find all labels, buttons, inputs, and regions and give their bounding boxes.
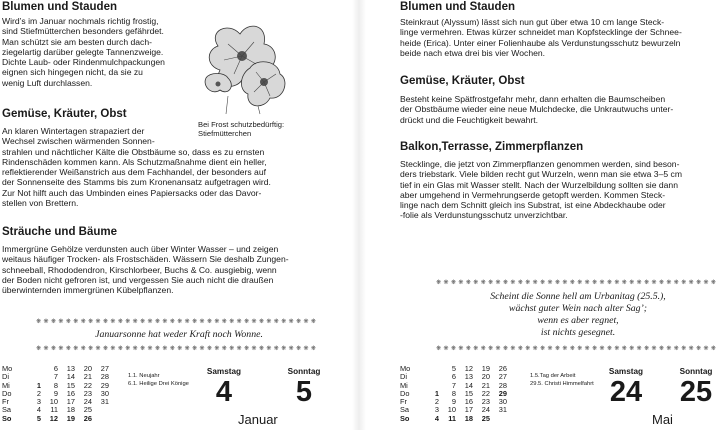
left-mini-calendar: Mo 6 13 20 27 Di 7 14 21 28 Mi 1 8 15 22 29 Do 2 9 16 23 30 Fr 3 10 17 24 31 Sa 4 11 18 25 So 5 12 19 26 (2, 364, 109, 423)
left-text-vegetables: An klaren Wintertagen strapaziert der Wechsel zwischen wärmenden Sonnen- strahlen und nächtlicher Kälte die Obstbäume so, dass es zu ernsten Rindenschäden kommen kann. Als Schutzmaßnahme dient ein heller, reflektierender Weißanstrich aus dem Fachhandel, der besonders auf der Sonnenseite des Stamms bis zum Kronenansatz aufgetragen wird. Zur Not hilft auch das Umbinden eines Papiersacks oder das Davor- stellen von Brettern. (2, 126, 271, 209)
dotted-divider-bottom-right: ❋❋❋❋❋❋❋❋❋❋❋❋❋❋❋❋❋❋❋❋❋❋❋❋❋❋❋❋❋❋❋❋❋❋❋❋❋❋ (436, 345, 719, 352)
left-text-flowers: Wird’s im Januar nochmals richtig frostig, sind Stiefmütterchen besonders gefährdet. Man schützt sie am besten durch dach- ziegelartig darüber gelegte Tannenzweige. Dichte Laub- oder Rindenmulchpackungen eignen sich hingegen nicht, da sie zu wenig Luft durchlassen. (2, 16, 165, 88)
left-heading-vegetables: Gemüse, Kräuter, Obst (2, 108, 127, 120)
right-quote: Scheint die Sonne hell am Urbanitag (25.5.), wächst guter Wein nach alter Sag’; wenn es aber regnet, ist nichts gesegnet. (490, 291, 666, 338)
left-page (0, 0, 344, 430)
dotted-divider-top: ❋❋❋❋❋❋❋❋❋❋❋❋❋❋❋❋❋❋❋❋❋❋❋❋❋❋❋❋❋❋❋❋❋❋❋❋❋❋ (36, 318, 319, 325)
right-mini-calendar: Mo 5 12 19 26 Di 6 13 20 27 Mi 7 14 21 28 Do 1 8 15 22 29 Fr 2 9 16 23 30 Sa 3 10 17 24 31 So 4 11 18 25 (400, 364, 507, 423)
right-page (376, 0, 720, 430)
dotted-divider-top-right: ❋❋❋❋❋❋❋❋❋❋❋❋❋❋❋❋❋❋❋❋❋❋❋❋❋❋❋❋❋❋❋❋❋❋❋❋❋❋ (436, 279, 719, 286)
left-sunday: Sonntag 5 (287, 367, 321, 408)
right-heading-flowers: Blumen und Stauden (400, 1, 515, 13)
left-text-shrubs: Immergrüne Gehölze verdunsten auch über Winter Wasser – und zeigen weitaus häufiger Trocken- als Frostschäden. Wässern Sie deshalb Zungen- schneeball, Rhododendron, Kirschlorbeer, Buchs & Co. ausgiebig, wenn der Boden nicht gefroren ist, und vergessen Sie auch nicht die draußen überwinternden immergrünen Kübelpflanzen. (2, 244, 289, 296)
pansy-illustration (198, 16, 294, 116)
right-text-balcony: Stecklinge, die jetzt von Zimmerpflanzen genommen werden, sind beson- ders triebstark. Viele bilden recht gut Wurzeln, wenn man sie etwa 3–5 cm tief in ein Glas mit Wasser stellt. Nach der Wurzelbildung sollten sie dann aber umgehend in Vermehrungserde getopft werden. Kommen Steck- linge nach dem Schnitt gleich ins Substrat, ist eine Abdeckhaube oder -folie als Verdunstungsschutz unverzichtbar. (400, 159, 682, 221)
left-saturday: Samstag 4 (206, 367, 242, 408)
dotted-divider-bottom: ❋❋❋❋❋❋❋❋❋❋❋❋❋❋❋❋❋❋❋❋❋❋❋❋❋❋❋❋❋❋❋❋❋❋❋❋❋❋ (36, 345, 319, 352)
left-holidays: 1.1. Neujahr 6.1. Heilige Drei Könige (128, 373, 189, 387)
right-saturday: Samstag 24 (608, 367, 644, 408)
book-gutter (352, 0, 366, 430)
image-caption: Bei Frost schutzbedürftig: Stiefmütterchen (198, 120, 285, 138)
right-sunday: Sonntag 25 (679, 367, 713, 408)
left-month: Januar (238, 412, 278, 427)
right-text-vegetables: Besteht keine Spätfrostgefahr mehr, dann erhalten die Baumscheiben der Obstbäume wieder eine neue Mulchdecke, die Unkrautwuchs unter- drückt und die Feuchtigkeit bewahrt. (400, 94, 674, 125)
left-heading-flowers: Blumen und Stauden (2, 1, 117, 13)
right-month: Mai (652, 412, 673, 427)
right-heading-vegetables: Gemüse, Kräuter, Obst (400, 75, 525, 87)
left-heading-shrubs: Sträuche und Bäume (2, 226, 118, 238)
right-text-flowers: Steinkraut (Alyssum) lässt sich nun gut über etwa 10 cm lange Steck- linge vermehren. Etwas kürzer schneidet man Kopfstecklinge der Schnee- heide (Erica). Unter einer Folienhaube als Verdunstungsschutz bewurzeln beide nach etwa drei bis vier Wochen. (400, 17, 682, 58)
right-holidays: 1.5.Tag der Arbeit 29.5. Christi Himmelfahrt (530, 373, 594, 387)
right-heading-balcony: Balkon,Terrasse, Zimmerpflanzen (400, 141, 584, 153)
left-quote: Januarsonne hat weder Kraft noch Wonne. (95, 329, 263, 340)
